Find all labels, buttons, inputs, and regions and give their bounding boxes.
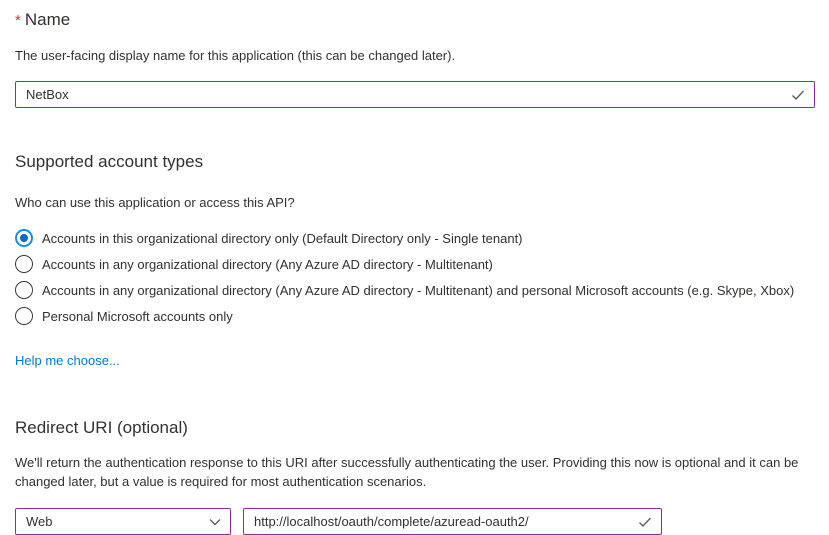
platform-select-value: Web bbox=[26, 514, 53, 529]
name-section bbox=[15, 10, 815, 108]
radio-button-icon[interactable] bbox=[15, 281, 33, 299]
radio-option-label: Personal Microsoft accounts only bbox=[42, 308, 233, 324]
redirect-uri-section bbox=[15, 418, 815, 535]
redirect-uri-description: We'll return the authentication response to this URI after successfully authenticating the user. Providing this now is optional and it can be changed later, but a value is required for most authentication scenarios. bbox=[15, 455, 799, 489]
radio-button-icon[interactable] bbox=[15, 229, 33, 247]
account-types-section bbox=[15, 152, 815, 370]
radio-option-label: Accounts in any organizational directory (Any Azure AD directory - Multitenant) and personal Microsoft accounts (e.g. Skype, Xbox) bbox=[42, 282, 795, 298]
radio-option-multitenant-personal[interactable] bbox=[15, 277, 815, 303]
required-asterisk: * bbox=[15, 12, 21, 29]
name-section-title-text: Name bbox=[24, 10, 71, 29]
platform-select[interactable] bbox=[15, 508, 231, 535]
radio-dot bbox=[20, 286, 28, 294]
help-me-choose-link[interactable]: Help me choose... bbox=[15, 353, 120, 368]
radio-dot bbox=[20, 312, 28, 320]
chevron-down-icon bbox=[208, 515, 222, 529]
redirect-uri-input[interactable] bbox=[244, 509, 661, 534]
radio-dot bbox=[20, 260, 28, 268]
name-input[interactable] bbox=[16, 82, 814, 107]
radio-button-icon[interactable] bbox=[15, 307, 33, 325]
radio-option-label: Accounts in this organizational directory only (Default Directory only - Single tenant) bbox=[42, 230, 523, 246]
radio-option-single-tenant[interactable] bbox=[15, 225, 815, 251]
radio-option-multitenant[interactable] bbox=[15, 251, 815, 277]
name-description: The user-facing display name for this application (this can be changed later). bbox=[15, 48, 456, 63]
redirect-uri-row bbox=[15, 508, 815, 535]
account-types-title: Supported account types bbox=[15, 152, 204, 171]
redirect-uri-title: Redirect URI (optional) bbox=[15, 418, 188, 437]
radio-dot bbox=[20, 234, 28, 242]
radio-button-icon[interactable] bbox=[15, 255, 33, 273]
redirect-uri-input-container bbox=[243, 508, 662, 535]
name-section-title bbox=[15, 10, 815, 31]
radio-option-label: Accounts in any organizational directory (Any Azure AD directory - Multitenant) bbox=[42, 256, 493, 272]
account-types-question: Who can use this application or access this API? bbox=[15, 195, 295, 210]
radio-option-personal-only[interactable] bbox=[15, 303, 815, 329]
name-input-container bbox=[15, 81, 815, 108]
account-type-radio-group bbox=[15, 225, 815, 329]
